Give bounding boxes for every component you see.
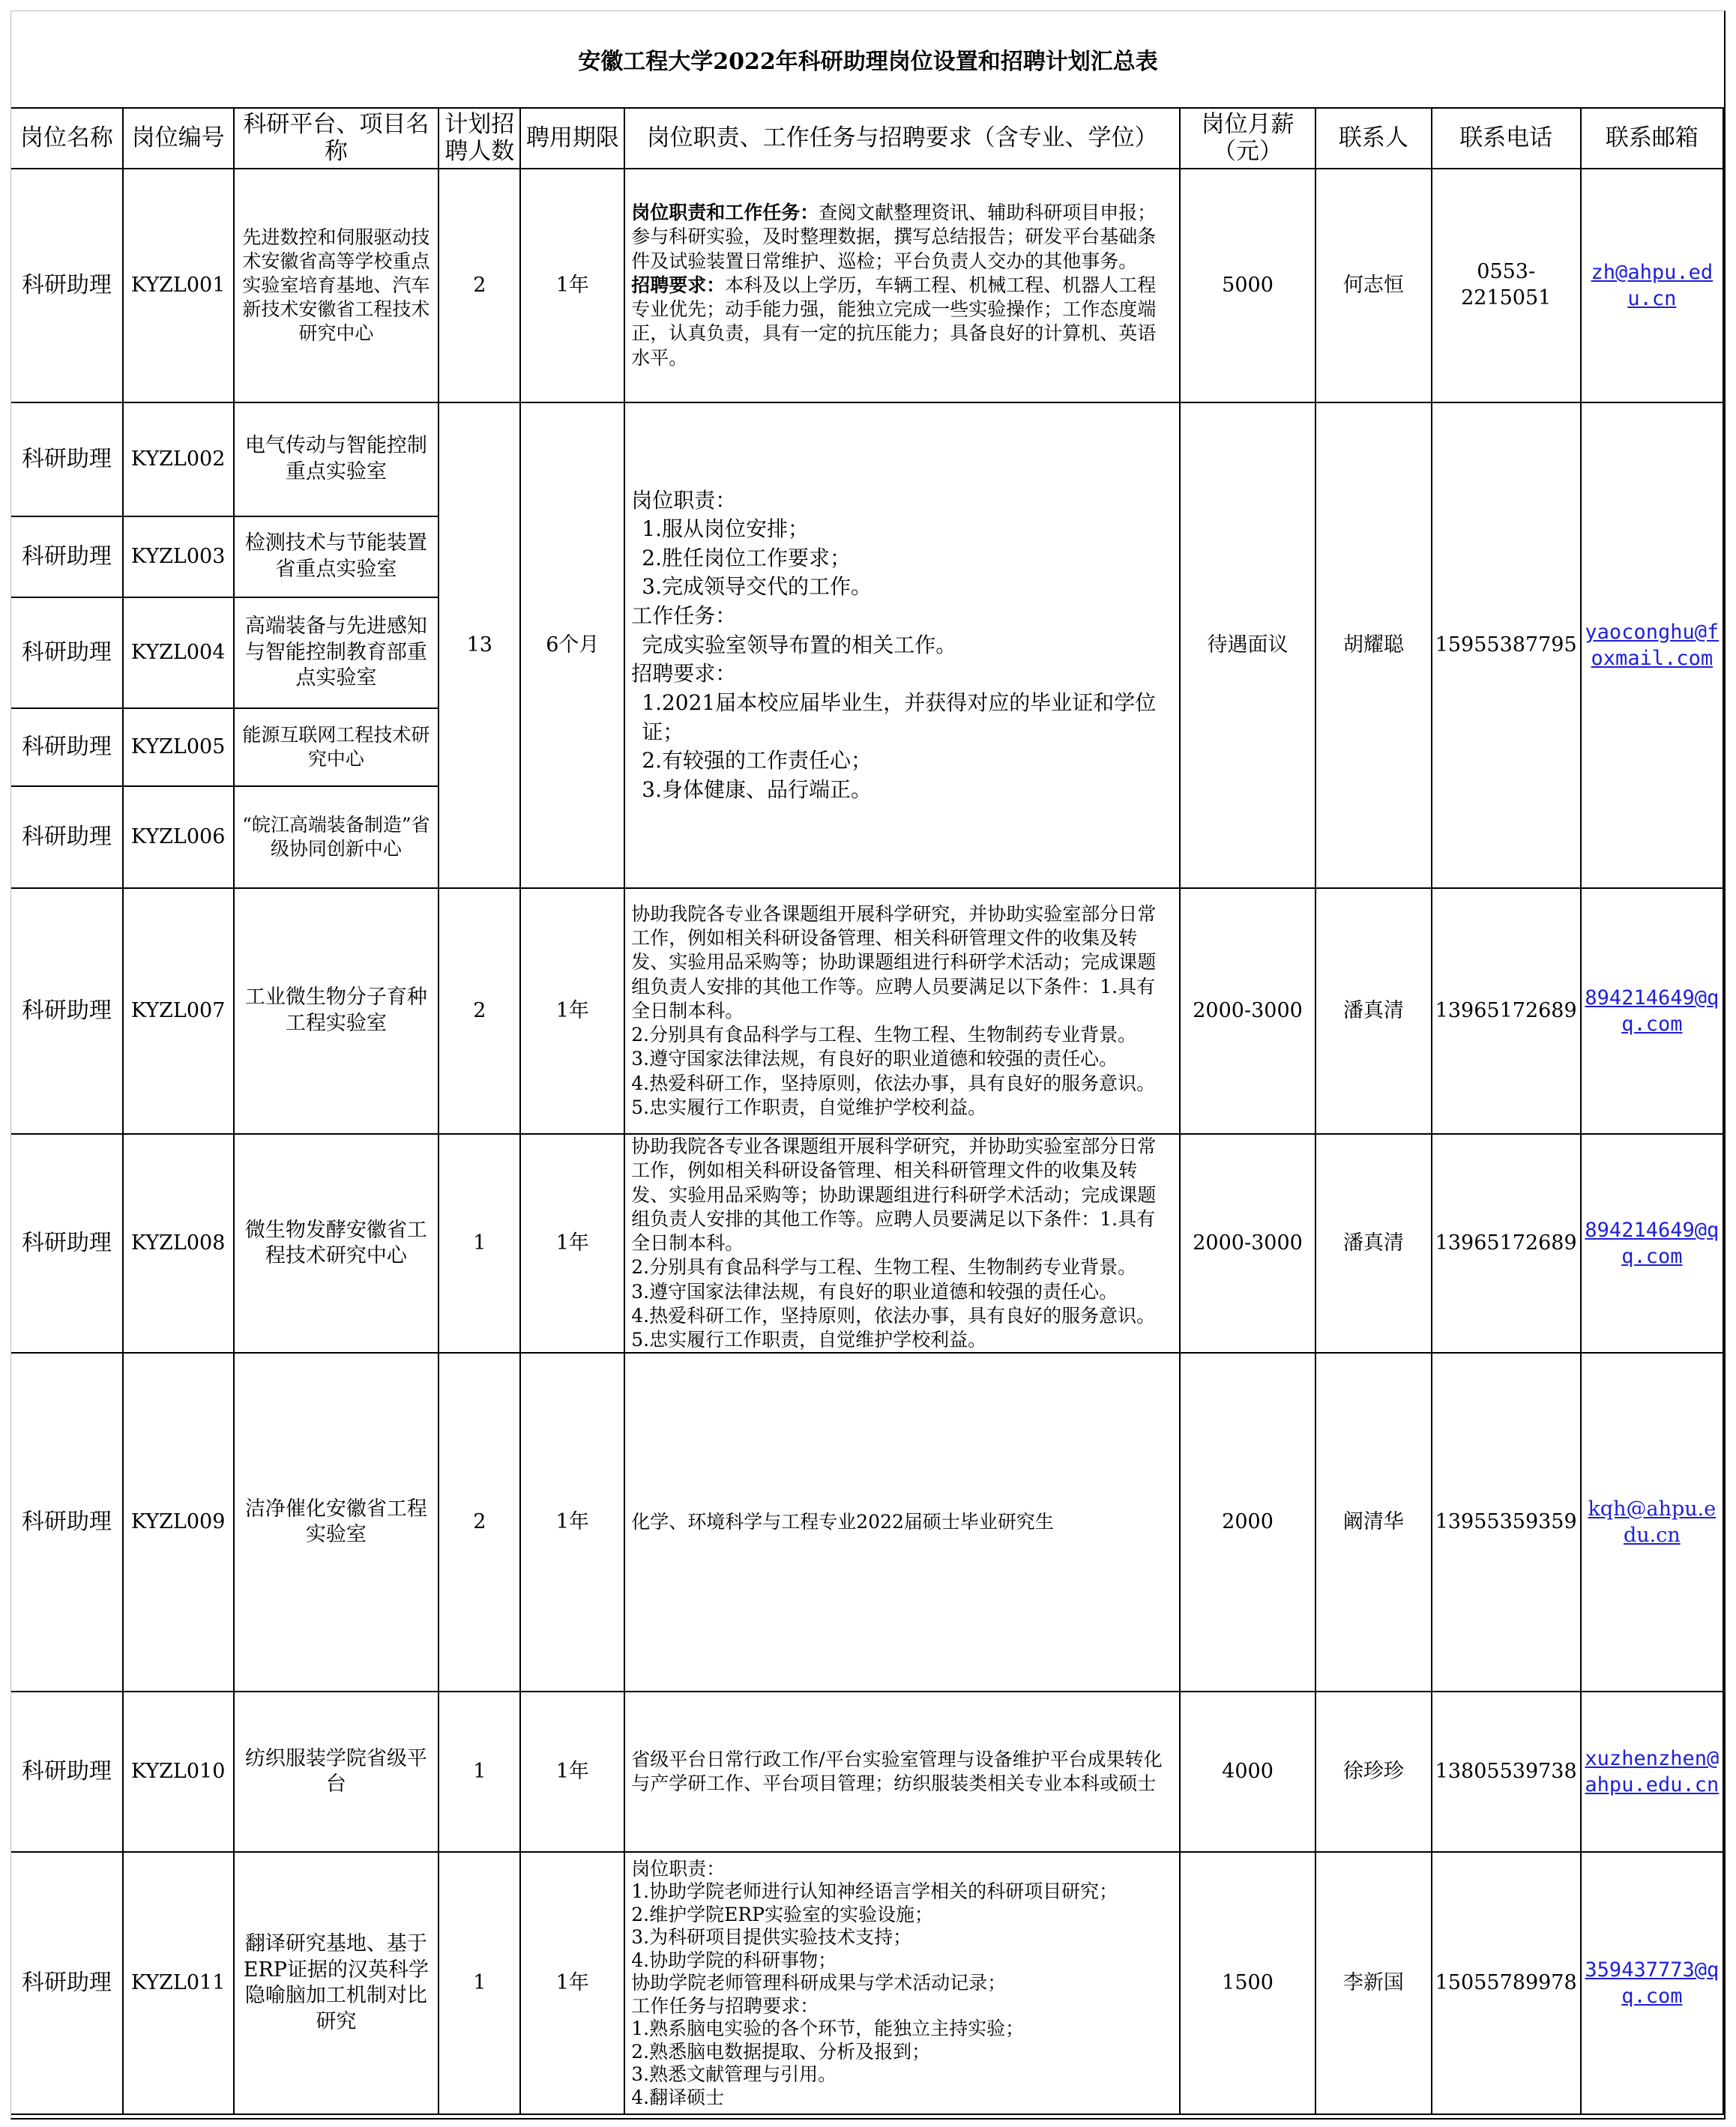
requirement-label: 招聘要求： bbox=[631, 274, 726, 296]
term: 6个月 bbox=[520, 402, 624, 888]
platform-name: 翻译研究基地、基于ERP证据的汉英科学隐喻脑加工机制对比研究 bbox=[234, 1852, 439, 2114]
contact-person: 李新国 bbox=[1315, 1852, 1432, 2114]
position-name: 科研助理 bbox=[11, 1852, 123, 2114]
position-name: 科研助理 bbox=[11, 516, 123, 597]
desc-line: 1.熟系脑电实验的各个环节，能独立主持实验； bbox=[631, 2018, 1025, 2039]
platform-name: 工业微生物分子育种工程实验室 bbox=[234, 888, 439, 1134]
desc-line: 招聘要求： bbox=[631, 661, 737, 687]
table-row bbox=[11, 1692, 1723, 1852]
email-link[interactable]: 359437773@qq.com bbox=[1581, 1852, 1723, 2114]
position-code: KYZL003 bbox=[123, 516, 234, 597]
job-description bbox=[624, 402, 1180, 888]
header-cell: 联系邮箱 bbox=[1581, 109, 1723, 169]
header-cell: 岗位月薪（元） bbox=[1180, 109, 1315, 169]
desc-line: 2.维护学院ERP实验室的实验设施； bbox=[631, 1903, 933, 1925]
desc-line: 岗位职责： bbox=[631, 1857, 726, 1880]
phone-number: 13965172689 bbox=[1432, 888, 1581, 1134]
desc-line: 4.热爱科研工作，坚持原则，依法办事，具有良好的服务意识。 bbox=[631, 1072, 1156, 1094]
spreadsheet bbox=[10, 10, 1726, 2120]
desc-line: 1.协助学院老师进行认知神经语言学相关的科研项目研究； bbox=[631, 1880, 1118, 1902]
term: 1年 bbox=[520, 1134, 624, 1353]
email-link[interactable]: kqh@ahpu.edu.cn bbox=[1581, 1353, 1723, 1692]
position-name: 科研助理 bbox=[11, 1353, 123, 1692]
header-cell: 科研平台、项目名称 bbox=[234, 109, 439, 169]
phone-number: 0553-2215051 bbox=[1432, 169, 1581, 402]
salary: 5000 bbox=[1180, 169, 1315, 402]
salary: 待遇面议 bbox=[1180, 402, 1315, 888]
contact-person: 潘真清 bbox=[1315, 1134, 1432, 1353]
platform-name: 能源互联网工程技术研究中心 bbox=[234, 708, 439, 786]
salary: 2000-3000 bbox=[1180, 888, 1315, 1134]
term: 1年 bbox=[520, 888, 624, 1134]
headcount: 1 bbox=[438, 1692, 520, 1852]
desc-line: 3.为科研项目提供实验技术支持； bbox=[631, 1926, 912, 1948]
position-name: 科研助理 bbox=[11, 1134, 123, 1353]
desc-line: 3.熟悉文献管理与引用。 bbox=[631, 2063, 837, 2085]
job-description bbox=[624, 1134, 1180, 1353]
headcount: 13 bbox=[438, 402, 520, 888]
desc-line: 1.服从岗位安排； bbox=[642, 516, 809, 542]
desc-line: 5.忠实履行工作职责，自觉维护学校利益。 bbox=[631, 1096, 987, 1118]
duty-paragraph bbox=[631, 201, 1173, 274]
requirement-paragraph bbox=[631, 274, 1173, 370]
table-row bbox=[11, 169, 1723, 402]
term: 1年 bbox=[520, 1692, 624, 1852]
position-code: KYZL009 bbox=[123, 1353, 234, 1692]
table-row bbox=[11, 402, 1723, 516]
position-code: KYZL010 bbox=[123, 1692, 234, 1852]
desc-line: 工作任务与招聘要求： bbox=[631, 1994, 819, 2017]
job-description: 省级平台日常行政工作/平台实验室管理与设备维护平台成果转化与产学研工作、平台项目管理；纺织服装类相关专业本科或硕士 bbox=[624, 1692, 1180, 1852]
position-code: KYZL002 bbox=[123, 402, 234, 516]
platform-name: 先进数控和伺服驱动技术安徽省高等学校重点实验室培育基地、汽车新技术安徽省工程技术研究中心 bbox=[234, 169, 439, 402]
position-name: 科研助理 bbox=[11, 786, 123, 888]
contact-person: 胡耀聪 bbox=[1315, 402, 1432, 888]
contact-person: 潘真清 bbox=[1315, 888, 1432, 1134]
phone-number: 13805539738 bbox=[1432, 1692, 1581, 1852]
desc-line: 工作任务： bbox=[631, 603, 737, 629]
position-code: KYZL001 bbox=[123, 169, 234, 402]
email-link[interactable]: 894214649@qq.com bbox=[1581, 888, 1723, 1134]
desc-line: 2.分别具有食品科学与工程、生物工程、生物制药专业背景。 bbox=[631, 1256, 1137, 1279]
desc-line: 5.忠实履行工作职责，自觉维护学校利益。 bbox=[631, 1329, 987, 1351]
phone-number: 15955387795 bbox=[1432, 402, 1581, 888]
contact-person: 何志恒 bbox=[1315, 169, 1432, 402]
headcount: 1 bbox=[438, 1134, 520, 1353]
header-cell: 岗位职责、工作任务与招聘要求（含专业、学位） bbox=[624, 109, 1180, 169]
desc-line: 2.有较强的工作责任心； bbox=[642, 748, 872, 773]
email-link[interactable]: zh@ahpu.edu.cn bbox=[1581, 169, 1723, 402]
desc-line: 岗位职责： bbox=[631, 487, 737, 513]
position-code: KYZL007 bbox=[123, 888, 234, 1134]
salary: 1500 bbox=[1180, 1852, 1315, 2114]
platform-name: “皖江高端装备制造”省级协同创新中心 bbox=[234, 786, 439, 888]
platform-name: 电气传动与智能控制重点实验室 bbox=[234, 402, 439, 516]
job-description bbox=[624, 1852, 1180, 2114]
email-link[interactable]: 894214649@qq.com bbox=[1581, 1134, 1723, 1353]
headcount: 2 bbox=[438, 169, 520, 402]
headcount: 1 bbox=[438, 1852, 520, 2114]
phone-number: 13965172689 bbox=[1432, 1134, 1581, 1353]
position-name: 科研助理 bbox=[11, 708, 123, 786]
header-cell: 聘用期限 bbox=[520, 109, 624, 169]
term: 1年 bbox=[520, 169, 624, 402]
salary: 2000-3000 bbox=[1180, 1134, 1315, 1353]
position-name: 科研助理 bbox=[11, 169, 123, 402]
position-code: KYZL005 bbox=[123, 708, 234, 786]
platform-name: 微生物发酵安徽省工程技术研究中心 bbox=[234, 1134, 439, 1353]
requirement-text: 本科及以上学历，车辆工程、机械工程、机器人工程专业优先；动手能力强，能独立完成一些实验操作；工作态度端正，认真负责，具有一定的抗压能力；具备良好的计算机、英语水平。 bbox=[631, 274, 1157, 369]
platform-name: 洁净催化安徽省工程实验室 bbox=[234, 1353, 439, 1692]
desc-line: 协助学院老师管理科研成果与学术活动记录； bbox=[631, 1972, 1007, 1994]
header-cell: 岗位名称 bbox=[11, 109, 123, 169]
position-name: 科研助理 bbox=[11, 597, 123, 708]
desc-line: 3.身体健康、品行端正。 bbox=[642, 776, 872, 802]
job-description: 化学、环境科学与工程专业2022届硕士毕业研究生 bbox=[624, 1353, 1180, 1692]
desc-line: 4.翻译硕士 bbox=[631, 2086, 725, 2108]
duty-label: 岗位职责和工作任务： bbox=[631, 202, 819, 224]
desc-line: 4.协助学院的科研事物； bbox=[631, 1949, 837, 1971]
email-link[interactable]: xuzhenzhen@ahpu.edu.cn bbox=[1581, 1692, 1723, 1852]
phone-number: 13955359359 bbox=[1432, 1353, 1581, 1692]
header-cell: 联系电话 bbox=[1432, 109, 1581, 169]
position-code: KYZL011 bbox=[123, 1852, 234, 2114]
phone-number: 15055789978 bbox=[1432, 1852, 1581, 2114]
header-cell: 联系人 bbox=[1315, 109, 1432, 169]
job-description bbox=[624, 888, 1180, 1134]
table-row bbox=[11, 1353, 1723, 1692]
position-code: KYZL004 bbox=[123, 597, 234, 708]
table-row bbox=[11, 1852, 1723, 2114]
contact-person: 徐珍珍 bbox=[1315, 1692, 1432, 1852]
recruitment-table bbox=[11, 109, 1724, 2115]
desc-line: 协助我院各专业各课题组开展科学研究，并协助实验室部分日常工作，例如相关科研设备管理、相关科研管理文件的收集及转发、实验用品采购等；协助课题组进行科研学术活动；完成课题组负责人安排的其他工作等。应聘人员要满足以下条件：1.具有全日制本科。 bbox=[631, 1135, 1157, 1254]
position-name: 科研助理 bbox=[11, 1692, 123, 1852]
page-title: 安徽工程大学2022年科研助理岗位设置和招聘计划汇总表 bbox=[11, 11, 1725, 109]
position-code: KYZL006 bbox=[123, 786, 234, 888]
headcount: 2 bbox=[438, 1353, 520, 1692]
desc-line: 4.热爱科研工作，坚持原则，依法办事，具有良好的服务意识。 bbox=[631, 1304, 1156, 1327]
position-name: 科研助理 bbox=[11, 402, 123, 516]
email-link[interactable]: yaoconghu@foxmail.com bbox=[1581, 402, 1723, 888]
salary: 4000 bbox=[1180, 1692, 1315, 1852]
headcount: 2 bbox=[438, 888, 520, 1134]
platform-name: 纺织服装学院省级平台 bbox=[234, 1692, 439, 1852]
header-cell: 计划招聘人数 bbox=[438, 109, 520, 169]
desc-line: 3.遵守国家法律法规，有良好的职业道德和较强的责任心。 bbox=[631, 1048, 1118, 1070]
job-description bbox=[624, 169, 1180, 402]
position-code: KYZL008 bbox=[123, 1134, 234, 1353]
header-row bbox=[11, 109, 1723, 169]
desc-line: 3.遵守国家法律法规，有良好的职业道德和较强的责任心。 bbox=[631, 1280, 1118, 1303]
desc-line: 1.2021届本校应届毕业生，并获得对应的毕业证和学位证； bbox=[642, 690, 1157, 744]
desc-line: 2.胜任岗位工作要求； bbox=[642, 545, 851, 570]
header-cell: 岗位编号 bbox=[123, 109, 234, 169]
desc-line: 3.完成领导交代的工作。 bbox=[642, 574, 872, 600]
term: 1年 bbox=[520, 1852, 624, 2114]
desc-line: 完成实验室领导布置的相关工作。 bbox=[642, 632, 957, 657]
platform-name: 高端装备与先进感知与智能控制教育部重点实验室 bbox=[234, 597, 439, 708]
desc-line: 2.分别具有食品科学与工程、生物工程、生物制药专业背景。 bbox=[631, 1024, 1137, 1046]
desc-line: 2.熟悉脑电数据提取、分析及报到； bbox=[631, 2040, 931, 2063]
duty-text: 查阅文献整理资讯、辅助科研项目申报；参与科研实验，及时整理数据，撰写总结报告；研发平台基础条件及试验装置日常维护、巡检；平台负责人交办的其他事务。 bbox=[631, 202, 1157, 272]
table-row bbox=[11, 888, 1723, 1134]
desc-line: 协助我院各专业各课题组开展科学研究，并协助实验室部分日常工作，例如相关科研设备管理、相关科研管理文件的收集及转发、实验用品采购等；协助课题组进行科研学术活动；完成课题组负责人安排的其他工作等。应聘人员要满足以下条件：1.具有全日制本科。 bbox=[631, 902, 1157, 1022]
term: 1年 bbox=[520, 1353, 624, 1692]
position-name: 科研助理 bbox=[11, 888, 123, 1134]
salary: 2000 bbox=[1180, 1353, 1315, 1692]
contact-person: 阚清华 bbox=[1315, 1353, 1432, 1692]
table-row bbox=[11, 1134, 1723, 1353]
platform-name: 检测技术与节能装置省重点实验室 bbox=[234, 516, 439, 597]
